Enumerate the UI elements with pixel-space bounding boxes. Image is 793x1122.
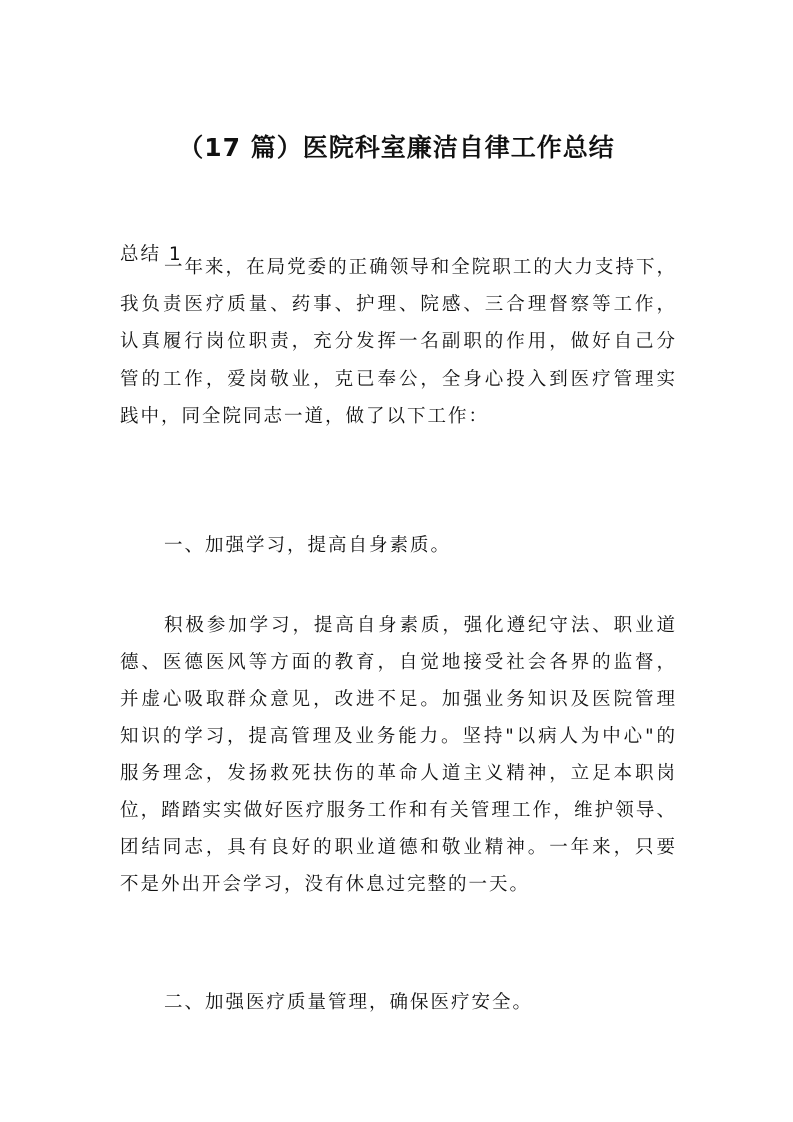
paragraph-line: 德、医德医风等方面的教育，自觉地接受社会各界的监督， xyxy=(120,652,675,673)
paragraph-line: 团结同志，具有良好的职业道德和敬业精神。一年来，只要 xyxy=(120,837,675,858)
paragraph-line: 积极参加学习，提高自身素质，强化遵纪守法、职业道 xyxy=(164,615,675,636)
paragraph-line: 并虚心吸取群众意见，改进不足。加强业务知识及医院管理 xyxy=(120,689,675,710)
paragraph-line: 认真履行岗位职责，充分发挥一名副职的作用，做好自己分 xyxy=(120,331,675,352)
paragraph-line: 不是外出开会学习，没有休息过完整的一天。 xyxy=(120,874,531,895)
paragraph-line: 一年来，在局党委的正确领导和全院职工的大力支持下， xyxy=(164,257,675,278)
section-heading: 一、加强学习，提高自身素质。 xyxy=(164,535,452,556)
document-title: （17 篇）医院科室廉洁自律工作总结 xyxy=(178,133,615,162)
section-heading: 二、加强医疗质量管理，确保医疗安全。 xyxy=(164,992,534,1013)
paragraph-line: 管的工作，爱岗敬业，克已奉公，全身心投入到医疗管理实 xyxy=(120,369,675,390)
paragraph-line: 践中，同全院同志一道，做了以下工作： xyxy=(120,406,490,427)
paragraph-line: 服务理念，发扬救死扶伤的革命人道主义精神，立足本职岗 xyxy=(120,763,675,784)
paragraph-line: 我负责医疗质量、药事、护理、院感、三合理督察等工作， xyxy=(120,294,675,315)
paragraph-line: 位，踏踏实实做好医疗服务工作和有关管理工作，维护领导、 xyxy=(120,800,675,821)
paragraph-line: 知识的学习，提高管理及业务能力。坚持"以病人为中心"的 xyxy=(120,726,675,747)
section-label: 总结 1 xyxy=(120,244,183,265)
